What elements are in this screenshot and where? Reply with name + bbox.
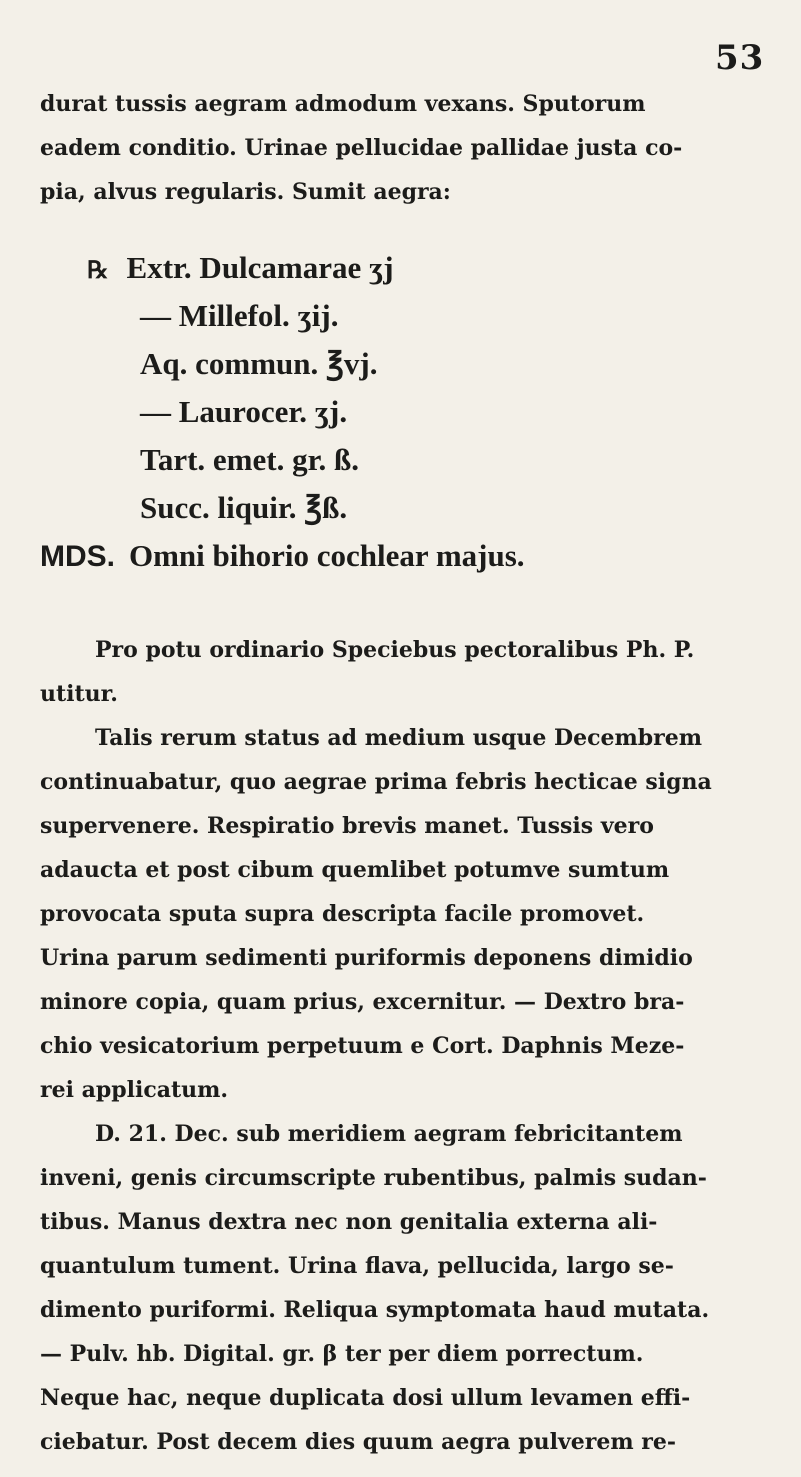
text-line: rei applicatum. (40, 1077, 229, 1103)
text-line: utitur. (40, 681, 118, 707)
text-line: adaucta et post cibum quemlibet potumve sumtum (40, 857, 670, 883)
page-number: 53 (715, 38, 765, 78)
text-line: provocata sputa supra descripta facile promovet. (40, 901, 645, 927)
text-line: Urina parum sedimenti puriformis deponens dimidio (40, 945, 693, 971)
text-line: ciebatur. Post decem dies quum aegra pulverem re- (40, 1429, 676, 1455)
prescription-line: Succ. liquir. ℥ß. (140, 490, 348, 525)
body-text (40, 628, 770, 1464)
text-line: inveni, genis circumscripte rubentibus, palmis sudan- (40, 1165, 707, 1191)
text-line: continuabatur, quo aegrae prima febris hecticae signa (40, 769, 712, 795)
text-line: minore copia, quam prius, excernitur. — Dextro bra- (40, 989, 685, 1015)
opening-paragraph (40, 82, 770, 214)
prescription-line: Aq. commun. ℥vj. (140, 346, 378, 381)
recipe-symbol: ℞ (87, 258, 109, 284)
text-line: chio vesicatorium perpetuum e Cort. Daphnis Meze- (40, 1033, 685, 1059)
prescription-line (87, 250, 394, 286)
text-line: Talis rerum status ad medium usque Decembrem (95, 725, 703, 751)
text-line: D. 21. Dec. sub meridiem aegram febricitantem (95, 1121, 683, 1147)
signa-text: Omni bihorio cochlear majus. (129, 538, 525, 573)
text-line: supervenere. Respiratio brevis manet. Tussis vero (40, 813, 654, 839)
prescription-line: — Laurocer. ʒj. (140, 394, 348, 429)
text-line: tibus. Manus dextra nec non genitalia externa ali- (40, 1209, 658, 1235)
text-line: — Pulv. hb. Digital. gr. β ter per diem porrectum. (40, 1341, 644, 1367)
text-line: Pro potu ordinario Speciebus pectoralibus Ph. P. (95, 637, 695, 663)
text-line: dimento puriformi. Reliqua symptomata haud mutata. (40, 1297, 710, 1323)
prescription-line: Tart. emet. gr. ß. (140, 442, 359, 477)
text-line: pia, alvus regularis. Sumit aegra: (40, 179, 451, 205)
text-line: quantulum tument. Urina flava, pellucida, largo se- (40, 1253, 674, 1279)
signa-line (40, 538, 525, 574)
prescription-item: Extr. Dulcamarae ʒj (126, 250, 394, 285)
prescription-line: — Millefol. ʒij. (140, 298, 339, 333)
text-line: durat tussis aegram admodum vexans. Sputorum (40, 91, 646, 117)
text-line: eadem conditio. Urinae pellucidae pallidae justa co- (40, 135, 683, 161)
text-line: Neque hac, neque duplicata dosi ullum levamen effi- (40, 1385, 691, 1411)
signa-label: MDS. (40, 540, 115, 573)
